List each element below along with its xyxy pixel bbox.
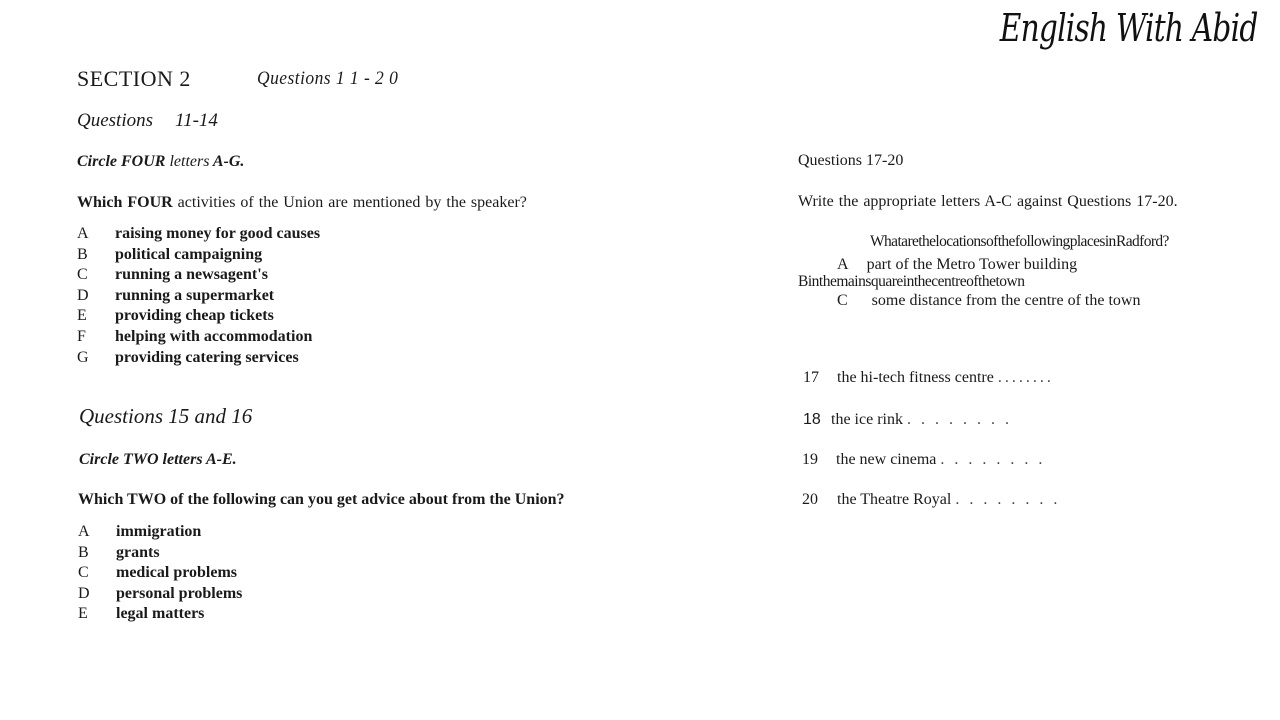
option-text: legal matters [116,605,205,623]
part3-heading: Questions 17-20 [798,152,904,169]
item-text: the ice rink [831,411,903,428]
section-title: SECTION 2 [77,66,191,91]
item-number: 18 [803,411,821,428]
brand-logo: English With Abid [1000,6,1258,50]
part2-heading: Questions 15 and 16 [79,404,253,428]
option-text: personal problems [116,584,243,602]
option-letter: A [78,523,90,540]
option-letter: A [77,225,89,242]
part1-question-lead: Which FOUR [77,194,173,211]
part3-question: Whatarethelocationsofthefollowingplacesin Radford? [870,233,1169,250]
option-item [78,585,242,606]
option-letter: B [78,543,89,561]
option-item [78,564,242,585]
option-text: running a newsagent's [115,266,268,284]
option-item [78,544,242,565]
option-letter: C [77,266,88,284]
answer-item-19 [802,451,1045,469]
option-item [77,349,320,370]
option-item [77,307,320,328]
option-item [77,225,320,246]
option-letter: D [78,584,90,602]
item-text: the Theatre Royal [837,491,952,508]
option-item [78,605,242,626]
part1-heading-range: 11-14 [175,110,218,131]
part2-question: Which TWO of the following can you get advice about from the Union? [78,491,565,508]
item-text: the new cinema [836,451,937,468]
answer-item-18 [803,411,1012,429]
item-text: the hi-tech fitness centre [837,369,994,386]
part1-question [77,194,527,212]
option-letter: G [77,348,89,366]
part1-options-list [77,225,320,369]
part1-instruction [77,153,244,171]
part1-heading-word: Questions [77,110,153,131]
part2-options-list [78,523,242,626]
option-letter: F [77,327,86,345]
option-letter: E [77,307,87,325]
answer-blank[interactable]: . . . . . . . . [906,411,1012,428]
location-option-a [837,256,1077,274]
location-letter: A [837,256,849,273]
answer-blank[interactable]: ........ [997,369,1054,386]
item-number: 19 [802,451,818,468]
part1-instruction-light: letters [169,153,210,170]
option-item [78,523,242,544]
option-text: running a supermarket [115,286,275,304]
option-letter: E [78,605,88,623]
part1-heading [77,110,218,132]
location-letter: C [837,292,848,309]
item-number: 17 [803,369,819,386]
location-option-b: Binthemainsquareinthecentreofthetown [798,273,1025,290]
part3-instruction: Write the appropriate letters A-C against Questions 17-20. [798,193,1178,210]
section-questions-range: Questions 1 1 - 2 0 [257,68,399,89]
item-number: 20 [802,491,818,508]
option-text: grants [116,543,160,561]
option-letter: D [77,286,89,304]
location-text: part of the Metro Tower building [866,256,1078,273]
part2-instruction: Circle TWO letters A-E. [79,451,237,468]
location-option-c [837,292,1140,310]
answer-blank[interactable]: . . . . . . . . [955,491,1061,508]
option-letter: B [77,245,88,263]
option-item [77,328,320,349]
option-letter: C [78,564,89,582]
option-item [77,287,320,308]
option-text: medical problems [116,564,238,582]
option-text: providing cheap tickets [115,307,274,325]
option-item [77,266,320,287]
part1-question-rest: activities of the Union are mentioned by the speaker? [177,194,527,211]
part1-instruction-lead: Circle FOUR [77,153,166,170]
option-text: political campaigning [115,245,263,263]
option-text: immigration [116,523,202,540]
answer-blank[interactable]: . . . . . . . . [940,451,1046,468]
option-item [77,246,320,267]
answer-item-20 [802,491,1060,509]
answer-item-17 [803,369,1054,387]
option-text: helping with accommodation [115,327,313,345]
option-text: providing catering services [115,348,299,366]
part1-instruction-tail: A-G. [212,153,245,170]
option-text: raising money for good causes [115,225,321,242]
location-text: some distance from the centre of the town [871,292,1141,309]
